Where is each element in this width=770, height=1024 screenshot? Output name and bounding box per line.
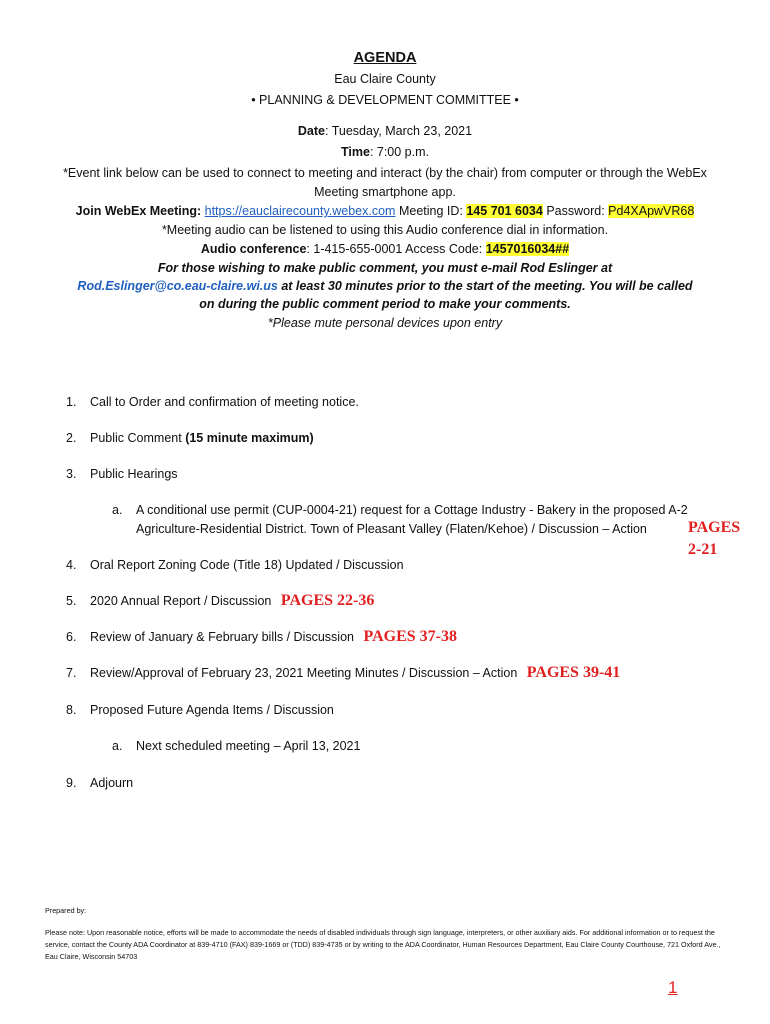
agenda-item bbox=[66, 393, 359, 411]
pages-reference: PAGES 39-41 bbox=[526, 664, 621, 681]
agenda-item bbox=[66, 701, 334, 719]
sub-item-text: Next scheduled meeting – April 13, 2021 bbox=[136, 739, 361, 753]
item-text: Adjourn bbox=[90, 776, 134, 790]
meeting-password: Pd4XApwVR68 bbox=[608, 204, 695, 218]
item-text: Call to Order and confirmation of meeting notice. bbox=[90, 395, 359, 409]
item-text: Review/Approval of February 23, 2021 Meeting Minutes / Discussion – Action bbox=[90, 666, 518, 680]
comment-email-link[interactable]: Rod.Eslinger@co.eau-claire.wi.us bbox=[77, 279, 278, 293]
prepared-by: Prepared by: bbox=[45, 906, 87, 915]
mute-note: *Please mute personal devices upon entry bbox=[267, 316, 503, 330]
time-value: : 7:00 p.m. bbox=[369, 145, 429, 159]
item-number: 5. bbox=[66, 594, 77, 608]
audio-conference-line bbox=[40, 240, 730, 258]
item-number: 8. bbox=[66, 703, 77, 717]
comment-note-rest: at least 30 minutes prior to the start of the meeting. You will be called bbox=[277, 279, 693, 293]
agenda-title: AGENDA bbox=[353, 50, 417, 66]
agenda-item bbox=[66, 592, 374, 610]
date-label: Date bbox=[297, 124, 325, 138]
agenda-item bbox=[66, 465, 178, 483]
sub-item bbox=[112, 737, 360, 755]
public-comment-note-3: on during the public comment period to make your comments. bbox=[199, 297, 571, 311]
item-text: Oral Report Zoning Code (Title 18) Updated / Discussion bbox=[90, 558, 404, 572]
sub-item-letter: a. bbox=[112, 739, 123, 753]
agenda-item bbox=[66, 774, 133, 792]
audio-value: : 1-415-655-0001 Access Code: bbox=[306, 242, 483, 256]
committee-name: • PLANNING & DEVELOPMENT COMMITTEE • bbox=[251, 93, 519, 107]
item-text: Public Comment bbox=[90, 431, 186, 445]
item-number: 3. bbox=[66, 467, 77, 481]
pages-reference: PAGES bbox=[688, 519, 741, 536]
webex-join-line bbox=[20, 202, 750, 220]
public-comment-note-2 bbox=[20, 277, 750, 295]
item-text: Public Hearings bbox=[90, 467, 178, 481]
meeting-id: 145 701 6034 bbox=[466, 204, 543, 218]
item-number: 6. bbox=[66, 630, 77, 644]
item-number: 4. bbox=[66, 558, 77, 572]
item-text: 2020 Annual Report / Discussion bbox=[90, 594, 272, 608]
meeting-id-label: Meeting ID: bbox=[398, 204, 463, 218]
audio-label: Audio conference bbox=[200, 242, 307, 256]
agenda-item bbox=[66, 429, 314, 447]
date-value: : Tuesday, March 23, 2021 bbox=[325, 124, 473, 138]
item-text: Review of January & February bills / Discussion bbox=[90, 630, 354, 644]
pages-reference: PAGES 22-36 bbox=[280, 592, 375, 609]
county-name: Eau Claire County bbox=[334, 72, 436, 86]
time-label: Time bbox=[340, 145, 370, 159]
event-note-line-2: Meeting smartphone app. bbox=[314, 185, 456, 199]
meeting-time bbox=[40, 143, 730, 161]
agenda-item bbox=[66, 628, 457, 646]
public-comment-note-1: For those wishing to make public comment, you must e-mail Rod Eslinger at bbox=[157, 261, 613, 275]
sub-item bbox=[112, 501, 688, 519]
item-number: 9. bbox=[66, 776, 77, 790]
item-number: 2. bbox=[66, 431, 77, 445]
ada-note: Please note: Upon reasonable notice, efforts will be made to accommodate the needs of disabled individuals through sign language, interpreters, or other auxiliary aids. For additional information or to request the service, contact the County ADA Coordinator at 839-4710 (FAX) 839-1669 or (TDD) 839-4735 or by writing to the ADA Coordinator, Human Resources Department, Eau Claire County Courthouse, 721 Oxford Ave., Eau Claire, Wisconsin 54703 bbox=[45, 928, 721, 961]
webex-link[interactable]: https://eauclairecounty.webex.com bbox=[204, 204, 396, 218]
agenda-item bbox=[66, 664, 620, 682]
pages-reference: PAGES 37-38 bbox=[363, 628, 457, 645]
audio-note: *Meeting audio can be listened to using this Audio conference dial in information. bbox=[161, 223, 609, 237]
sub-item-continuation: Agriculture-Residential District. Town of Pleasant Valley (Flaten/Kehoe) / Discussion – Action bbox=[136, 522, 647, 536]
pages-reference: 2-21 bbox=[688, 541, 718, 558]
access-code: 1457016034## bbox=[485, 242, 570, 256]
sub-item-text: A conditional use permit (CUP-0004-21) request for a Cottage Industry - Bakery in the proposed A-2 bbox=[136, 503, 688, 517]
agenda-item bbox=[66, 556, 404, 574]
join-label: Join WebEx Meeting: bbox=[75, 204, 202, 218]
page-number: 1 bbox=[668, 978, 678, 997]
item-number: 1. bbox=[66, 395, 77, 409]
meeting-date bbox=[40, 122, 730, 140]
event-note-line-1: *Event link below can be used to connect to meeting and interact (by the chair) from computer or through the WebEx bbox=[63, 166, 707, 180]
item-text: Proposed Future Agenda Items / Discussion bbox=[90, 703, 334, 717]
password-label: Password: bbox=[546, 204, 605, 218]
item-number: 7. bbox=[66, 666, 77, 680]
item-bold-note: (15 minute maximum) bbox=[185, 431, 314, 445]
sub-item-letter: a. bbox=[112, 503, 123, 517]
